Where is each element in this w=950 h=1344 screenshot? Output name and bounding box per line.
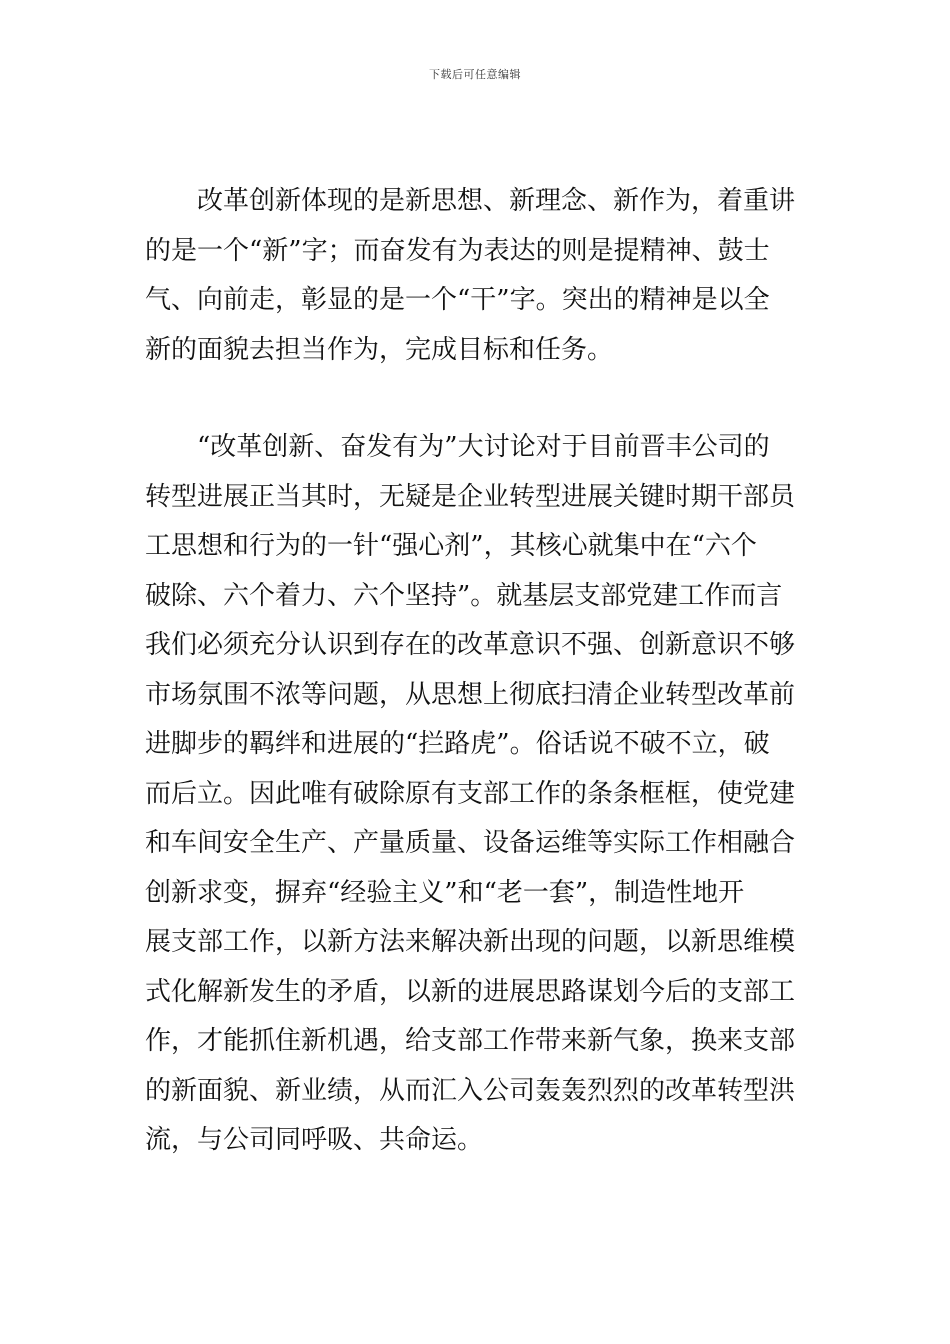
paragraph-line: 而后立。因此唯有破除原有支部工作的条条框框，使党建 bbox=[145, 778, 796, 809]
paragraph-line: 流，与公司同呼吸、共命运。 bbox=[145, 1125, 484, 1155]
paragraph-line: 新的面貌去担当作为，完成目标和任务。 bbox=[145, 334, 614, 365]
paragraph-line: 转型进展正当其时，无疑是企业转型进展关键时期干部员 bbox=[145, 481, 796, 512]
paragraph-2 bbox=[145, 423, 805, 1166]
paragraph-line: 作，才能抓住新机遇，给支部工作带来新气象，换来支部 bbox=[145, 1026, 796, 1056]
paragraph-line: 破除、六个着力、六个坚持”。就基层支部党建工作而言 bbox=[145, 580, 783, 611]
paragraph-line: 工思想和行为的一针“强心剂”，其核心就集中在“六个 bbox=[145, 531, 757, 561]
paragraph-line: 展支部工作，以新方法来解决新出现的问题，以新思维模 bbox=[145, 927, 796, 957]
paragraph-line: 式化解新发生的矛盾，以新的进展思路谋划今后的支部工 bbox=[145, 976, 796, 1007]
paragraph-line: 的新面貌、新业绩，从而汇入公司轰轰烈烈的改革转型洪 bbox=[145, 1075, 796, 1106]
paragraph-line: 我们必须充分认识到存在的改革意识不强、创新意识不够 bbox=[145, 630, 796, 660]
paragraph-line: 改革创新体现的是新思想、新理念、新作为，着重讲 bbox=[197, 186, 796, 216]
paragraph-line: 创新求变，摒弃“经验主义”和“老一套”，制造性地开 bbox=[145, 877, 745, 908]
paragraph-line: “改革创新、奋发有为”大讨论对于目前晋丰公司的 bbox=[197, 432, 770, 462]
paragraph-line: 气、向前走，彰显的是一个“干”字。突出的精神是以全 bbox=[145, 285, 770, 315]
paragraph-1 bbox=[145, 177, 805, 375]
paragraph-line: 和车间安全生产、产量质量、设备运维等实际工作相融合 bbox=[145, 828, 796, 858]
paragraph-line: 的是一个“新”字；而奋发有为表达的则是提精神、鼓士 bbox=[145, 235, 770, 266]
paragraph-line: 市场氛围不浓等问题，从思想上彻底扫清企业转型改革前 bbox=[145, 679, 796, 710]
paragraph-line: 进脚步的羁绊和进展的“拦路虎”。俗话说不破不立，破 bbox=[145, 729, 770, 759]
header-note: 下载后可任意编辑 bbox=[429, 68, 521, 81]
